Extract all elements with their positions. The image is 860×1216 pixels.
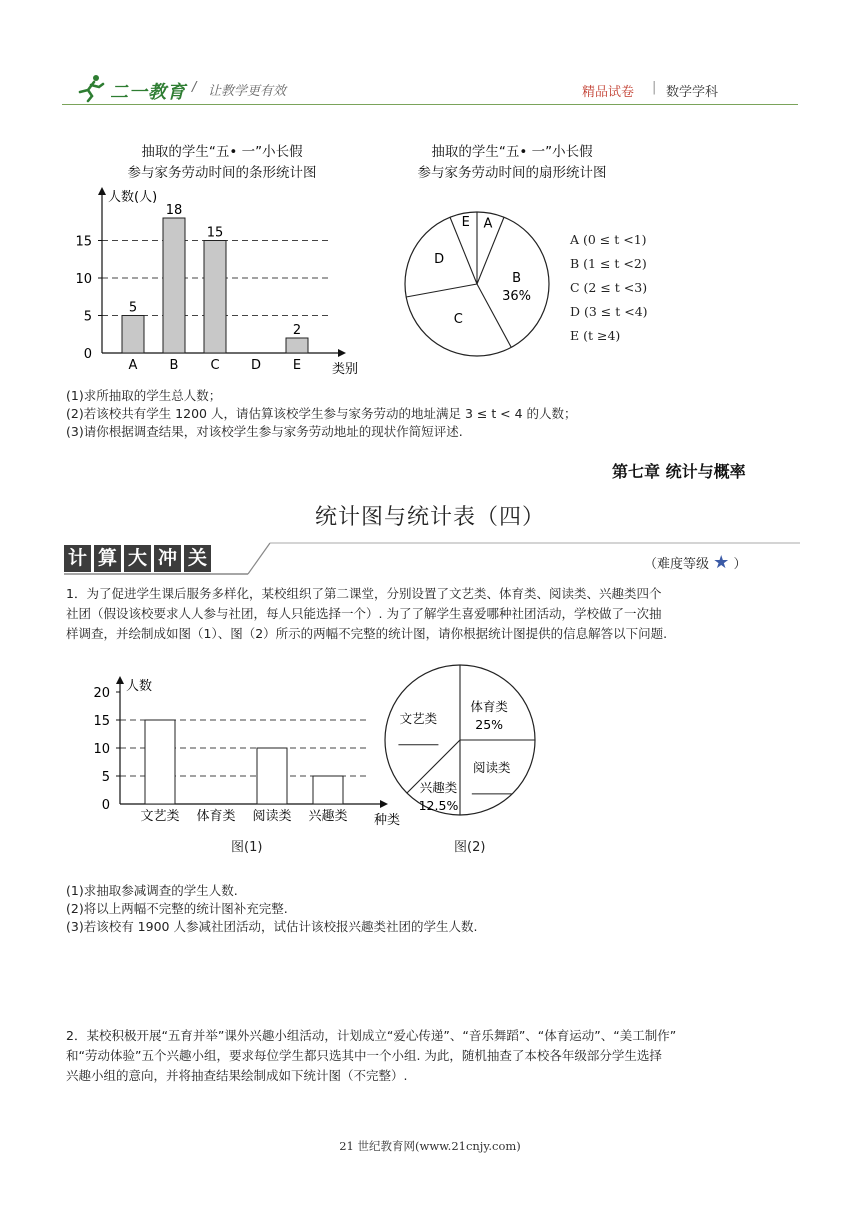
legend-item: A (0 ≤ t <1) bbox=[570, 232, 647, 247]
banner-char: 计 bbox=[64, 545, 91, 572]
y-axis-label: 人数(人) bbox=[108, 190, 158, 205]
slogan: 让教学更有效 bbox=[208, 84, 287, 99]
questions-set1 bbox=[66, 387, 806, 441]
banner-char: 大 bbox=[124, 545, 151, 572]
question-item: (2)将以上两幅不完整的统计图补充完整. bbox=[66, 901, 288, 916]
legend-item: D (3 ≤ t <4) bbox=[570, 304, 648, 319]
slogan-divider: / bbox=[192, 80, 197, 95]
star-icon: ★ bbox=[713, 552, 730, 573]
pie-legend bbox=[570, 228, 648, 348]
header bbox=[62, 72, 798, 104]
bar-chart-title-line1: 抽取的学生“五• 一”小长假 bbox=[141, 144, 303, 160]
y-tick-label: 5 bbox=[83, 309, 92, 325]
y-tick-label: 20 bbox=[93, 686, 110, 701]
data-label: 2 bbox=[292, 323, 302, 338]
pie-slice-label: B bbox=[512, 270, 521, 286]
legend-item: B (1 ≤ t <2) bbox=[570, 256, 647, 271]
legend-item: E (t ≥4) bbox=[570, 328, 621, 343]
banner-char: 关 bbox=[184, 545, 211, 572]
bar bbox=[145, 720, 175, 804]
problem2-line: 兴趣小组的意向，并将抽查结果绘制成如下统计图（不完整）. bbox=[66, 1068, 408, 1083]
pie-slice-label: A bbox=[483, 216, 493, 232]
question-item: (2)若该校共有学生 1200 人，请估算该校学生参与家务劳动的地址满足 3 ≤ t < 4 的人数； bbox=[66, 406, 577, 421]
question-item: (1)求所抽取的学生总人数； bbox=[66, 388, 222, 403]
banner-char: 算 bbox=[94, 545, 121, 572]
header-separator: | bbox=[652, 80, 657, 95]
figure1-caption: 图(1) bbox=[231, 840, 263, 855]
problem2-line: 2．某校积极开展“五育并举”课外兴趣小组活动，计划成立“爱心传递”、“音乐舞蹈”、“体育运动”、“美工制作” bbox=[66, 1028, 677, 1043]
difficulty-text: （难度等级 bbox=[644, 557, 710, 572]
pie-slice-label: 兴趣类 bbox=[419, 779, 458, 795]
y-tick-label: 15 bbox=[75, 234, 92, 250]
banner-char: 冲 bbox=[154, 545, 181, 572]
x-tick-label: E bbox=[292, 358, 302, 373]
pie-slice-label: D bbox=[434, 252, 445, 268]
question-item: (3)若该校有 1900 人参减社团活动，试估计该校报兴趣类社团的学生人数. bbox=[66, 919, 478, 934]
runner-logo-icon bbox=[76, 74, 106, 102]
problem2-text bbox=[66, 1026, 806, 1086]
x-tick-label: 兴趣类 bbox=[308, 809, 348, 824]
y-tick-label: 5 bbox=[101, 770, 110, 785]
x-tick-label: C bbox=[210, 358, 220, 373]
bar-chart-title-line2: 参与家务劳动时间的条形统计图 bbox=[127, 165, 317, 181]
chapter-title: 第七章 统计与概率 bbox=[612, 462, 746, 481]
x-tick-label: 文艺类 bbox=[140, 809, 180, 824]
bar bbox=[257, 748, 287, 804]
data-label: 18 bbox=[165, 203, 183, 218]
bar bbox=[163, 218, 185, 353]
pie-chart-clubs bbox=[380, 648, 550, 828]
pie-slice-label: 阅读类 bbox=[473, 759, 511, 775]
lesson-title: 统计图与统计表（四） bbox=[314, 505, 545, 530]
y-tick-label: 0 bbox=[83, 347, 92, 362]
y-axis-arrow-icon bbox=[98, 187, 106, 195]
x-axis-label: 类别 bbox=[332, 362, 359, 377]
legend-item: C (2 ≤ t <3) bbox=[570, 280, 648, 295]
y-axis-label: 人数 bbox=[126, 679, 153, 694]
bar bbox=[286, 338, 308, 353]
data-label: 15 bbox=[206, 225, 224, 241]
pie-slice-label: 体育类 bbox=[470, 698, 508, 714]
question-item: (3)请你根据调查结果，对该校学生参与家务劳动地址的现状作简短评述. bbox=[66, 424, 463, 439]
pie-slice-percent: 12.5% bbox=[418, 797, 459, 813]
problem1-text bbox=[66, 584, 806, 644]
x-axis-arrow-icon bbox=[338, 349, 346, 357]
x-tick-label: 阅读类 bbox=[252, 809, 292, 824]
pie-slice-percent: 36% bbox=[502, 288, 531, 304]
problem2-line: 和“劳动体验”五个兴趣小组，要求每位学生都只选其中一个小组. 为此，随机抽查了本校各年级部分学生选择 bbox=[66, 1048, 662, 1063]
y-tick-label: 10 bbox=[75, 272, 92, 287]
pie-chart-title bbox=[382, 142, 642, 184]
pie-chart-title-line1: 抽取的学生“五• 一”小长假 bbox=[431, 144, 593, 160]
x-tick-label: D bbox=[250, 358, 262, 373]
bar bbox=[204, 241, 226, 354]
header-divider bbox=[62, 104, 798, 105]
pie-chart-title-line2: 参与家务劳动时间的扇形统计图 bbox=[417, 165, 607, 181]
figure2-caption: 图(2) bbox=[454, 840, 486, 855]
section-banner bbox=[64, 543, 800, 575]
header-label: 精品试卷 bbox=[582, 85, 635, 100]
difficulty-end: ） bbox=[733, 557, 747, 572]
bar bbox=[122, 316, 144, 354]
problem1-line: 社团（假设该校要求人人参与社团，每人只能选择一个）. 为了了解学生喜爱哪种社团活动，学校做了一次抽 bbox=[66, 606, 662, 621]
pie-slice-label: 文艺类 bbox=[399, 710, 438, 726]
bar-chart-housework bbox=[75, 188, 370, 378]
problem1-line: 1．为了促进学生课后服务多样化，某校组织了第二课堂，分别设置了文艺类、体育类、阅读类、兴趣类四个 bbox=[66, 586, 662, 601]
data-label: 5 bbox=[128, 300, 138, 316]
footer: 21 世纪教育网(www.21cnjy.com) bbox=[339, 1139, 521, 1153]
y-tick-label: 0 bbox=[101, 798, 110, 813]
problem1-questions bbox=[66, 882, 806, 936]
x-tick-label: A bbox=[128, 358, 138, 373]
difficulty-label bbox=[644, 552, 746, 573]
bar bbox=[313, 776, 343, 804]
x-axis-label: 种类 bbox=[374, 813, 401, 828]
pie-slice-label: E bbox=[461, 215, 470, 231]
pie-slice-label: C bbox=[453, 311, 463, 327]
y-axis-arrow-icon bbox=[116, 676, 124, 684]
logo-text: 二一教育 bbox=[110, 82, 186, 103]
question-item: (1)求抽取参减调查的学生人数. bbox=[66, 883, 238, 898]
y-tick-label: 15 bbox=[93, 714, 110, 729]
header-subject: 数学学科 bbox=[666, 85, 719, 100]
y-tick-label: 10 bbox=[93, 742, 110, 757]
x-tick-label: B bbox=[169, 358, 179, 373]
bar-chart-clubs bbox=[80, 664, 400, 834]
problem1-line: 样调查，并绘制成如图（1）、图（2）所示的两幅不完整的统计图，请你根据统计图提供的信息解答以下问题. bbox=[66, 626, 668, 641]
bar-chart-title bbox=[92, 142, 352, 184]
pie-chart-housework bbox=[398, 188, 558, 368]
x-tick-label: 体育类 bbox=[196, 809, 236, 824]
pie-slice-percent: 25% bbox=[475, 716, 504, 732]
